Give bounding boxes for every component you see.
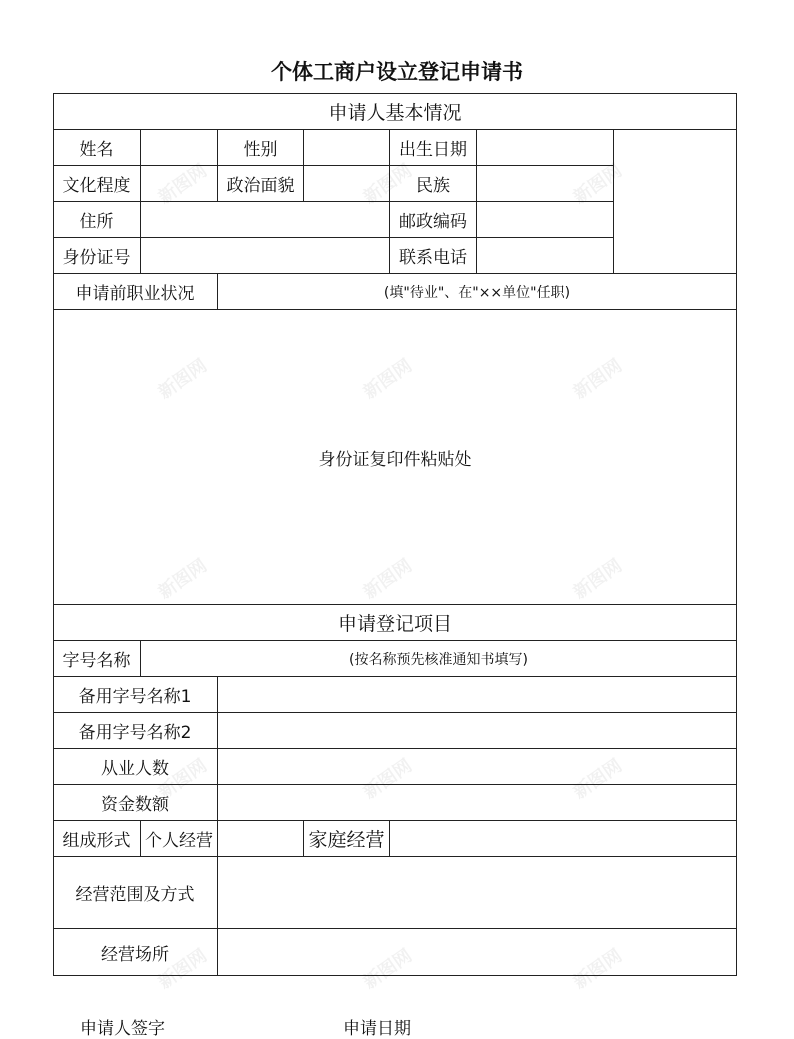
option-family[interactable]: 家庭经营 [308,829,385,851]
input-individual[interactable] [218,821,303,856]
watermark-text: 新图网 [154,160,212,209]
label-trade-name: 字号名称 [62,651,131,671]
prior-occupation-hint[interactable]: (填"待业"、在"××单位"任职) [383,284,571,301]
input-ethnicity[interactable] [477,166,613,201]
label-birth-date: 出生日期 [399,140,467,160]
label-alt-name-2: 备用字号名称2 [78,723,192,743]
input-employees[interactable] [218,749,736,784]
label-id-number: 身份证号 [62,248,131,268]
input-alt-name-1[interactable] [218,677,736,712]
watermark-text: 新图网 [569,555,626,604]
photo-area[interactable] [614,130,736,273]
watermark-text: 新图网 [154,755,212,804]
watermark-text: 新图网 [569,160,626,209]
section-header-applicant-info: 申请人基本情况 [328,102,462,124]
trade-name-hint[interactable]: (按名称预先核准通知书填写) [349,651,528,668]
watermark-text: 新图网 [569,945,626,994]
watermark-text: 新图网 [154,355,212,404]
document-title: 个体工商户设立登记申请书 [271,60,523,84]
label-political-status: 政治面貌 [226,176,295,196]
input-family[interactable] [390,821,736,856]
label-capital: 资金数额 [101,795,169,815]
label-form: 组成形式 [62,831,131,851]
input-scope[interactable] [218,857,736,928]
label-ethnicity: 民族 [416,176,450,196]
input-political-status[interactable] [304,166,389,201]
label-scope: 经营范围及方式 [75,885,195,905]
input-birth-date[interactable] [477,130,613,165]
applicant-signature-label: 申请人签字 [80,1019,165,1039]
input-phone[interactable] [477,238,613,273]
watermark-text: 新图网 [359,755,417,804]
border-line [53,975,737,976]
label-premises: 经营场所 [101,944,169,965]
label-alt-name-1: 备用字号名称1 [78,687,192,707]
watermark-text: 新图网 [569,355,626,404]
label-address: 住所 [79,212,114,232]
label-postal-code: 邮政编码 [399,212,467,232]
application-date-label: 申请日期 [343,1019,411,1039]
watermark-text: 新图网 [359,160,417,209]
watermark-text: 新图网 [569,755,626,804]
input-education[interactable] [141,166,217,201]
id-copy-paste-area[interactable]: 身份证复印件粘贴处 [318,449,472,470]
input-gender[interactable] [304,130,389,165]
input-address[interactable] [141,202,389,237]
input-capital[interactable] [218,785,736,820]
label-name: 姓名 [79,140,114,160]
watermark-text: 新图网 [359,555,417,604]
option-individual[interactable]: 个人经营 [145,831,213,851]
label-gender: 性别 [243,140,278,160]
watermark-text: 新图网 [154,945,212,994]
input-premises[interactable] [218,929,736,975]
label-prior-occupation: 申请前职业状况 [75,284,195,304]
input-alt-name-2[interactable] [218,713,736,748]
label-education: 文化程度 [62,176,131,196]
input-id-number[interactable] [141,238,389,273]
label-phone: 联系电话 [399,248,467,268]
watermark-text: 新图网 [359,355,417,404]
label-employees: 从业人数 [101,759,169,779]
watermark-text: 新图网 [154,555,212,604]
watermark-text: 新图网 [359,945,417,994]
section-header-registration-items: 申请登记项目 [337,613,452,635]
input-postal-code[interactable] [477,202,613,237]
input-name[interactable] [141,130,217,165]
